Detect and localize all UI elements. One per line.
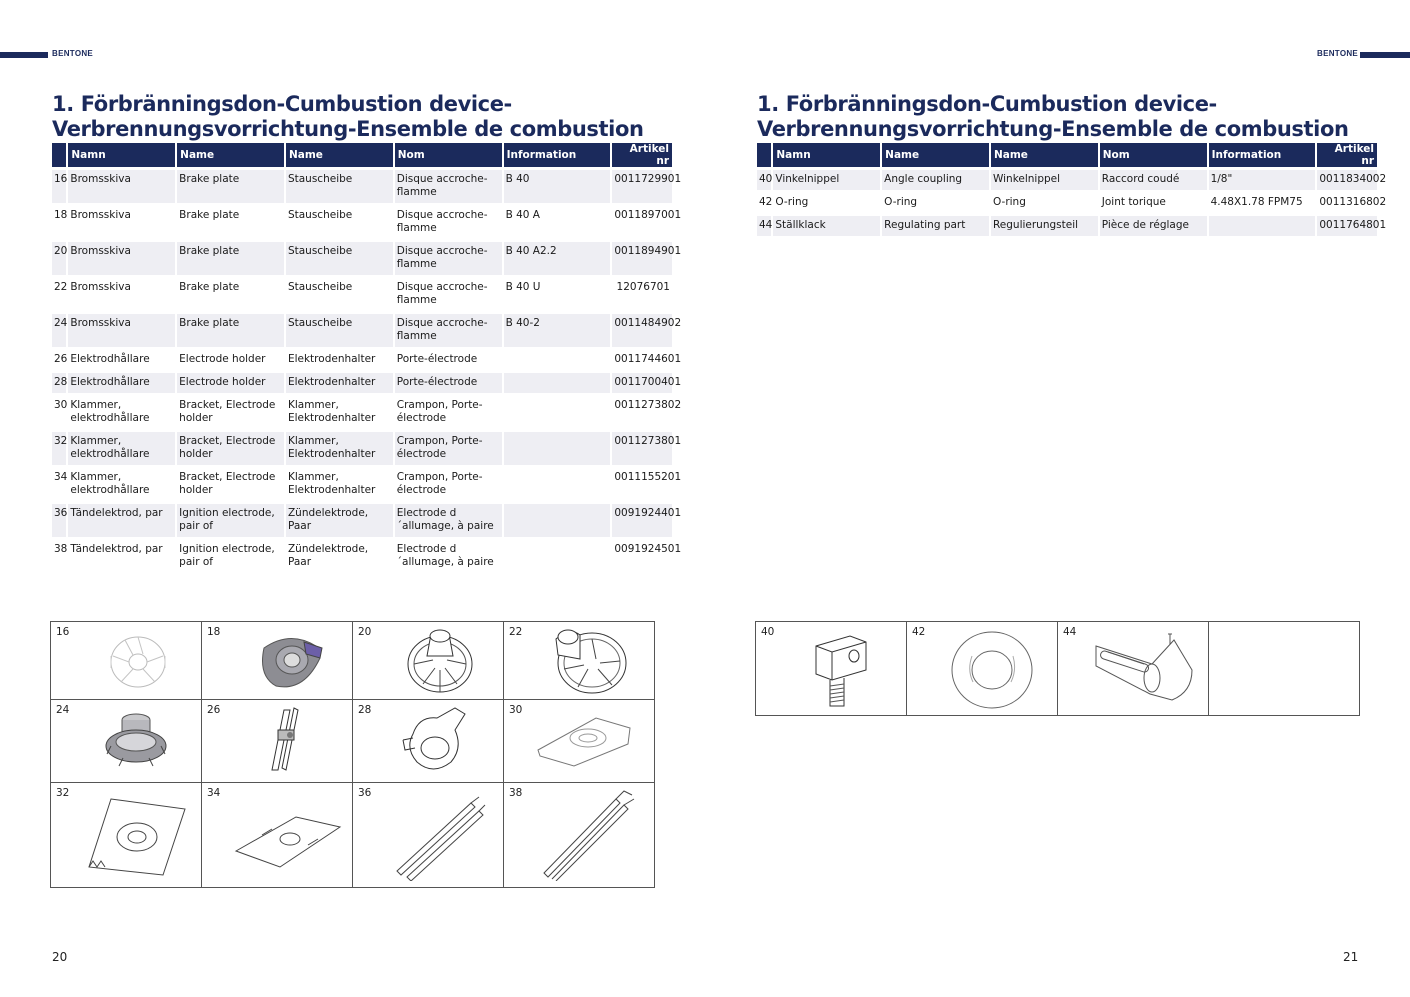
image-cell-label: 16 (56, 626, 70, 638)
cell-name-english: Ignition electrode, pair of (177, 504, 284, 537)
table-row (757, 193, 1377, 213)
cell-name-german: Stauscheibe (286, 314, 393, 347)
image-grid-row (51, 700, 655, 783)
image-cell-label: 44 (1063, 626, 1077, 638)
page-title-right (757, 92, 1349, 142)
cell-name-swedish: Tändelektrod, par (68, 504, 175, 537)
cell-name-german: Elektrodenhalter (286, 373, 393, 393)
row-number: 26 (52, 350, 66, 370)
cell-article-number: 0011744601 (612, 350, 672, 370)
electrode-holder-image (254, 706, 314, 776)
table-header-row (52, 143, 672, 167)
cell-information (504, 432, 611, 465)
image-cell (51, 700, 202, 783)
image-cell (51, 622, 202, 700)
table-row (52, 242, 672, 275)
cell-name-german: O-ring (991, 193, 1098, 213)
header-french: Nom (1100, 143, 1207, 167)
cell-name-french: Crampon, Porte-électrode (395, 468, 502, 501)
table-row (52, 504, 672, 537)
parts-image-grid-left (50, 621, 655, 888)
title-line-1: 1. Förbränningsdon-Cumbustion device- (757, 92, 1217, 116)
row-number: 32 (52, 432, 66, 465)
cell-name-swedish: Elektrodhållare (68, 373, 175, 393)
cell-article-number: 0091924501 (612, 540, 672, 573)
table-row (52, 540, 672, 573)
cell-name-french: Raccord coudé (1100, 170, 1207, 190)
cell-article-number: 0011729901 (612, 170, 672, 203)
row-number: 18 (52, 206, 66, 239)
table-row (757, 216, 1377, 236)
table-row (52, 432, 672, 465)
cell-name-french: Porte-électrode (395, 373, 502, 393)
row-number: 42 (757, 193, 771, 213)
cell-name-swedish: Bromsskiva (68, 278, 175, 311)
row-number: 20 (52, 242, 66, 275)
page-title-left (52, 92, 644, 142)
cell-name-german: Zündelektrode, Paar (286, 504, 393, 537)
table-row (52, 350, 672, 370)
image-cell (504, 783, 655, 888)
image-cell-label: 32 (56, 787, 70, 799)
header-number (757, 143, 771, 167)
cell-name-english: Brake plate (177, 278, 284, 311)
image-grid-row (51, 622, 655, 700)
header-german: Name (286, 143, 393, 167)
image-cell-label: 20 (358, 626, 372, 638)
image-cell-empty (1209, 622, 1360, 716)
cell-name-swedish: Vinkelnippel (773, 170, 880, 190)
header-article-number: Artikel nr (612, 143, 672, 167)
bracket-image (232, 807, 344, 871)
cell-name-swedish: Bromsskiva (68, 314, 175, 347)
page-number-left: 20 (52, 950, 68, 964)
cell-information: B 40 U (504, 278, 611, 311)
parts-table-right (755, 140, 1387, 239)
parts-table-left (50, 140, 682, 576)
cell-information (1209, 216, 1316, 236)
cell-name-german: Elektrodenhalter (286, 350, 393, 370)
bracket-image (85, 795, 189, 879)
row-number: 30 (52, 396, 66, 429)
cell-information (504, 396, 611, 429)
row-number: 40 (757, 170, 771, 190)
cell-name-english: Brake plate (177, 242, 284, 275)
table-row (52, 278, 672, 311)
cell-information: 1/8" (1209, 170, 1316, 190)
cell-name-english: Bracket, Electrode holder (177, 396, 284, 429)
cell-information (504, 540, 611, 573)
cell-name-german: Winkelnippel (991, 170, 1098, 190)
cell-information (504, 504, 611, 537)
cell-information (504, 373, 611, 393)
cell-article-number: 0011316802 (1317, 193, 1377, 213)
header-swedish: Namn (68, 143, 175, 167)
title-line-1: 1. Förbränningsdon-Cumbustion device- (52, 92, 512, 116)
image-cell-label: 24 (56, 704, 70, 716)
image-cell-label: 26 (207, 704, 221, 716)
cell-article-number: 0091924401 (612, 504, 672, 537)
cell-name-french: Joint torique (1100, 193, 1207, 213)
row-number: 44 (757, 216, 771, 236)
electrode-holder-image (399, 704, 475, 780)
title-line-2: Verbrennungsvorrichtung-Ensemble de combustion (757, 117, 1349, 141)
cell-name-german: Klammer, Elektrodenhalter (286, 396, 393, 429)
image-cell-label: 28 (358, 704, 372, 716)
cell-information (504, 350, 611, 370)
cell-article-number: 0011484902 (612, 314, 672, 347)
brake-plate-image (403, 626, 477, 696)
cell-name-swedish: Elektrodhållare (68, 350, 175, 370)
image-cell (504, 700, 655, 783)
cell-information: B 40 A (504, 206, 611, 239)
table-row (757, 170, 1377, 190)
cell-article-number: 0011894901 (612, 242, 672, 275)
ignition-electrode-image (538, 789, 638, 881)
cell-name-english: O-ring (882, 193, 989, 213)
cell-name-german: Stauscheibe (286, 170, 393, 203)
brand-bar-left (0, 52, 48, 58)
cell-name-french: Disque accroche-flamme (395, 242, 502, 275)
cell-name-french: Disque accroche-flamme (395, 314, 502, 347)
cell-name-swedish: O-ring (773, 193, 880, 213)
table-row (52, 170, 672, 203)
page-number-right: 21 (1343, 950, 1359, 964)
brake-plate-image (254, 628, 326, 694)
image-cell (202, 783, 353, 888)
row-number: 34 (52, 468, 66, 501)
cell-name-english: Brake plate (177, 170, 284, 203)
header-swedish: Namn (773, 143, 880, 167)
header-french: Nom (395, 143, 502, 167)
brand-logo-left: BENTONE (52, 49, 94, 58)
row-number: 22 (52, 278, 66, 311)
parts-table-body (757, 170, 1387, 236)
cell-name-french: Electrode d´allumage, à paire (395, 504, 502, 537)
image-grid-row (756, 622, 1360, 716)
cell-name-english: Brake plate (177, 206, 284, 239)
cell-name-french: Disque accroche-flamme (395, 206, 502, 239)
cell-article-number: 12076701 (612, 278, 672, 311)
cell-name-french: Crampon, Porte-électrode (395, 396, 502, 429)
cell-name-english: Angle coupling (882, 170, 989, 190)
cell-information: B 40-2 (504, 314, 611, 347)
row-number: 24 (52, 314, 66, 347)
cell-name-swedish: Klammer, elektrodhållare (68, 468, 175, 501)
cell-name-english: Bracket, Electrode holder (177, 432, 284, 465)
image-cell (202, 622, 353, 700)
cell-information: B 40 A2.2 (504, 242, 611, 275)
cell-article-number: 0011764801 (1317, 216, 1377, 236)
cell-article-number: 0011273802 (612, 396, 672, 429)
row-number: 28 (52, 373, 66, 393)
regulating-part-image (1088, 630, 1198, 704)
image-cell (353, 700, 504, 783)
table-header-row (757, 143, 1377, 167)
cell-name-german: Stauscheibe (286, 206, 393, 239)
image-grid-row (51, 783, 655, 888)
bracket-image (534, 714, 634, 770)
row-number: 36 (52, 504, 66, 537)
cell-name-french: Disque accroche-flamme (395, 170, 502, 203)
cell-name-swedish: Bromsskiva (68, 170, 175, 203)
cell-name-german: Stauscheibe (286, 242, 393, 275)
image-cell-label: 22 (509, 626, 523, 638)
cell-name-swedish: Ställklack (773, 216, 880, 236)
image-cell (202, 700, 353, 783)
o-ring-image (947, 626, 1037, 712)
parts-image-grid-right (755, 621, 1360, 716)
brand-logo-right: BENTONE (1317, 49, 1359, 58)
brake-plate-image (103, 628, 173, 692)
row-number: 38 (52, 540, 66, 573)
cell-name-german: Stauscheibe (286, 278, 393, 311)
table-row (52, 468, 672, 501)
cell-name-swedish: Klammer, elektrodhållare (68, 396, 175, 429)
image-cell (504, 622, 655, 700)
image-cell-label: 40 (761, 626, 775, 638)
table-row (52, 206, 672, 239)
header-information: Information (1209, 143, 1316, 167)
cell-article-number: 0011273801 (612, 432, 672, 465)
cell-name-english: Regulating part (882, 216, 989, 236)
row-number: 16 (52, 170, 66, 203)
header-english: Name (177, 143, 284, 167)
header-german: Name (991, 143, 1098, 167)
cell-article-number: 0011700401 (612, 373, 672, 393)
header-article-number: Artikel nr (1317, 143, 1377, 167)
cell-article-number: 0011897001 (612, 206, 672, 239)
cell-article-number: 0011834002 (1317, 170, 1377, 190)
image-cell-label: 42 (912, 626, 926, 638)
right-page (705, 0, 1410, 997)
cell-name-german: Zündelektrode, Paar (286, 540, 393, 573)
cell-article-number: 0011155201 (612, 468, 672, 501)
brand-bar-right (1360, 52, 1410, 58)
image-cell (756, 622, 907, 716)
brake-plate-image (548, 625, 630, 697)
cell-name-swedish: Bromsskiva (68, 206, 175, 239)
angle-coupling-image (810, 630, 870, 710)
cell-name-english: Bracket, Electrode holder (177, 468, 284, 501)
header-english: Name (882, 143, 989, 167)
cell-information: B 40 (504, 170, 611, 203)
image-cell (907, 622, 1058, 716)
cell-name-german: Klammer, Elektrodenhalter (286, 432, 393, 465)
cell-name-swedish: Bromsskiva (68, 242, 175, 275)
cell-name-french: Crampon, Porte-électrode (395, 432, 502, 465)
cell-name-english: Ignition electrode, pair of (177, 540, 284, 573)
cell-information (504, 468, 611, 501)
cell-name-german: Klammer, Elektrodenhalter (286, 468, 393, 501)
table-row (52, 396, 672, 429)
image-cell (353, 622, 504, 700)
cell-name-german: Regulierungsteil (991, 216, 1098, 236)
image-cell-label: 30 (509, 704, 523, 716)
title-line-2: Verbrennungsvorrichtung-Ensemble de combustion (52, 117, 644, 141)
table-row (52, 373, 672, 393)
table-row (52, 314, 672, 347)
cell-name-french: Disque accroche-flamme (395, 278, 502, 311)
image-cell-label: 38 (509, 787, 523, 799)
image-cell-label: 18 (207, 626, 221, 638)
brake-plate-image (103, 710, 169, 768)
image-cell-label: 36 (358, 787, 372, 799)
cell-name-swedish: Klammer, elektrodhållare (68, 432, 175, 465)
ignition-electrode-image (391, 795, 487, 881)
image-cell (353, 783, 504, 888)
header-number (52, 143, 66, 167)
cell-name-french: Porte-électrode (395, 350, 502, 370)
cell-name-english: Electrode holder (177, 350, 284, 370)
image-cell (1058, 622, 1209, 716)
image-cell-label: 34 (207, 787, 221, 799)
cell-name-english: Brake plate (177, 314, 284, 347)
cell-name-english: Electrode holder (177, 373, 284, 393)
cell-information: 4.48X1.78 FPM75 (1209, 193, 1316, 213)
parts-table-body (52, 170, 682, 573)
cell-name-french: Pièce de réglage (1100, 216, 1207, 236)
cell-name-swedish: Tändelektrod, par (68, 540, 175, 573)
image-cell (51, 783, 202, 888)
cell-name-french: Electrode d´allumage, à paire (395, 540, 502, 573)
header-information: Information (504, 143, 611, 167)
